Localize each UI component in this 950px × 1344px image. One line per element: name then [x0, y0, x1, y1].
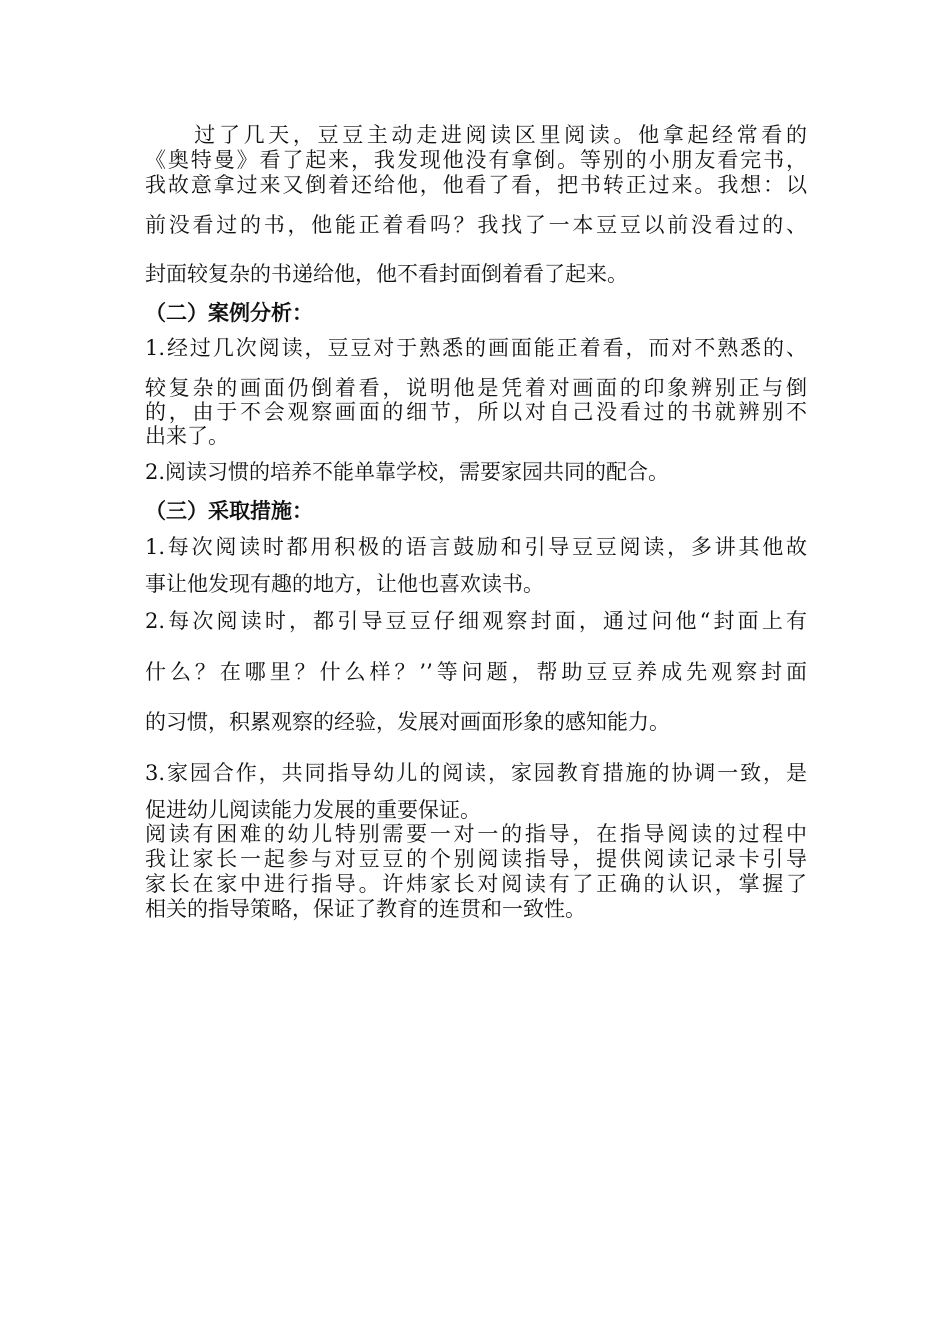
paragraph-line: 的习惯，积累观察的经验，发展对画面形象的感知能力。 — [145, 710, 670, 734]
paragraph-line: 我让家长一起参与对豆豆的个别阅读指导，提供阅读记录卡引导 — [145, 847, 807, 871]
paragraph-line: 我故意拿过来又倒着还给他，他看了看，把书转正过来。我想：以 — [145, 173, 807, 197]
paragraph-line: 过了几天，豆豆主动走进阅读区里阅读。他拿起经常看的 — [145, 123, 807, 147]
paragraph-line: 3.家园合作，共同指导幼儿的阅读，家园教育措施的协调一致，是 — [145, 761, 807, 785]
paragraph-line: 2.每次阅读时，都引导豆豆仔细观察封面，通过问他“封面上有 — [145, 609, 807, 633]
paragraph-line: 促进幼儿阅读能力发展的重要保证。 — [145, 798, 481, 822]
paragraph-line: 家长在家中进行指导。许炜家长对阅读有了正确的认识，掌握了 — [145, 872, 807, 896]
paragraph-line: 阅读有困难的幼儿特别需要一对一的指导，在指导阅读的过程中 — [145, 822, 807, 846]
paragraph-line: 前没看过的书，他能正着看吗？我找了一本豆豆以前没看过的、 — [145, 213, 807, 237]
paragraph-line: 的，由于不会观察画面的细节，所以对自己没看过的书就辨别不 — [145, 400, 807, 424]
paragraph-line: 2.阅读习惯的培养不能单靠学校，需要家园共同的配合。 — [145, 460, 670, 484]
paragraph-line: 较复杂的画面仍倒着看，说明他是凭着对画面的印象辨别正与倒 — [145, 376, 807, 400]
paragraph-line: 出来了。 — [145, 424, 229, 448]
paragraph-line: 封面较复杂的书递给他，他不看封面倒着看了起来。 — [145, 262, 628, 286]
paragraph-line: 1.每次阅读时都用积极的语言鼓励和引导豆豆阅读，多讲其他故 — [145, 535, 807, 559]
paragraph-line: 相关的指导策略，保证了教育的连贯和一致性。 — [145, 897, 586, 921]
section-heading-analysis: （二）案例分析： — [145, 300, 313, 325]
paragraph-line: 1.经过几次阅读，豆豆对于熟悉的画面能正着看，而对不熟悉的、 — [145, 336, 807, 360]
paragraph-line: 《奥特曼》看了起来，我发现他没有拿倒。等别的小朋友看完书， — [145, 148, 807, 172]
section-heading-measures: （三）采取措施： — [145, 498, 313, 523]
paragraph-line: 什么？在哪里？什么样？’’等问题，帮助豆豆养成先观察封面 — [145, 660, 807, 684]
paragraph-line: 事让他发现有趣的地方，让他也喜欢读书。 — [145, 572, 544, 596]
